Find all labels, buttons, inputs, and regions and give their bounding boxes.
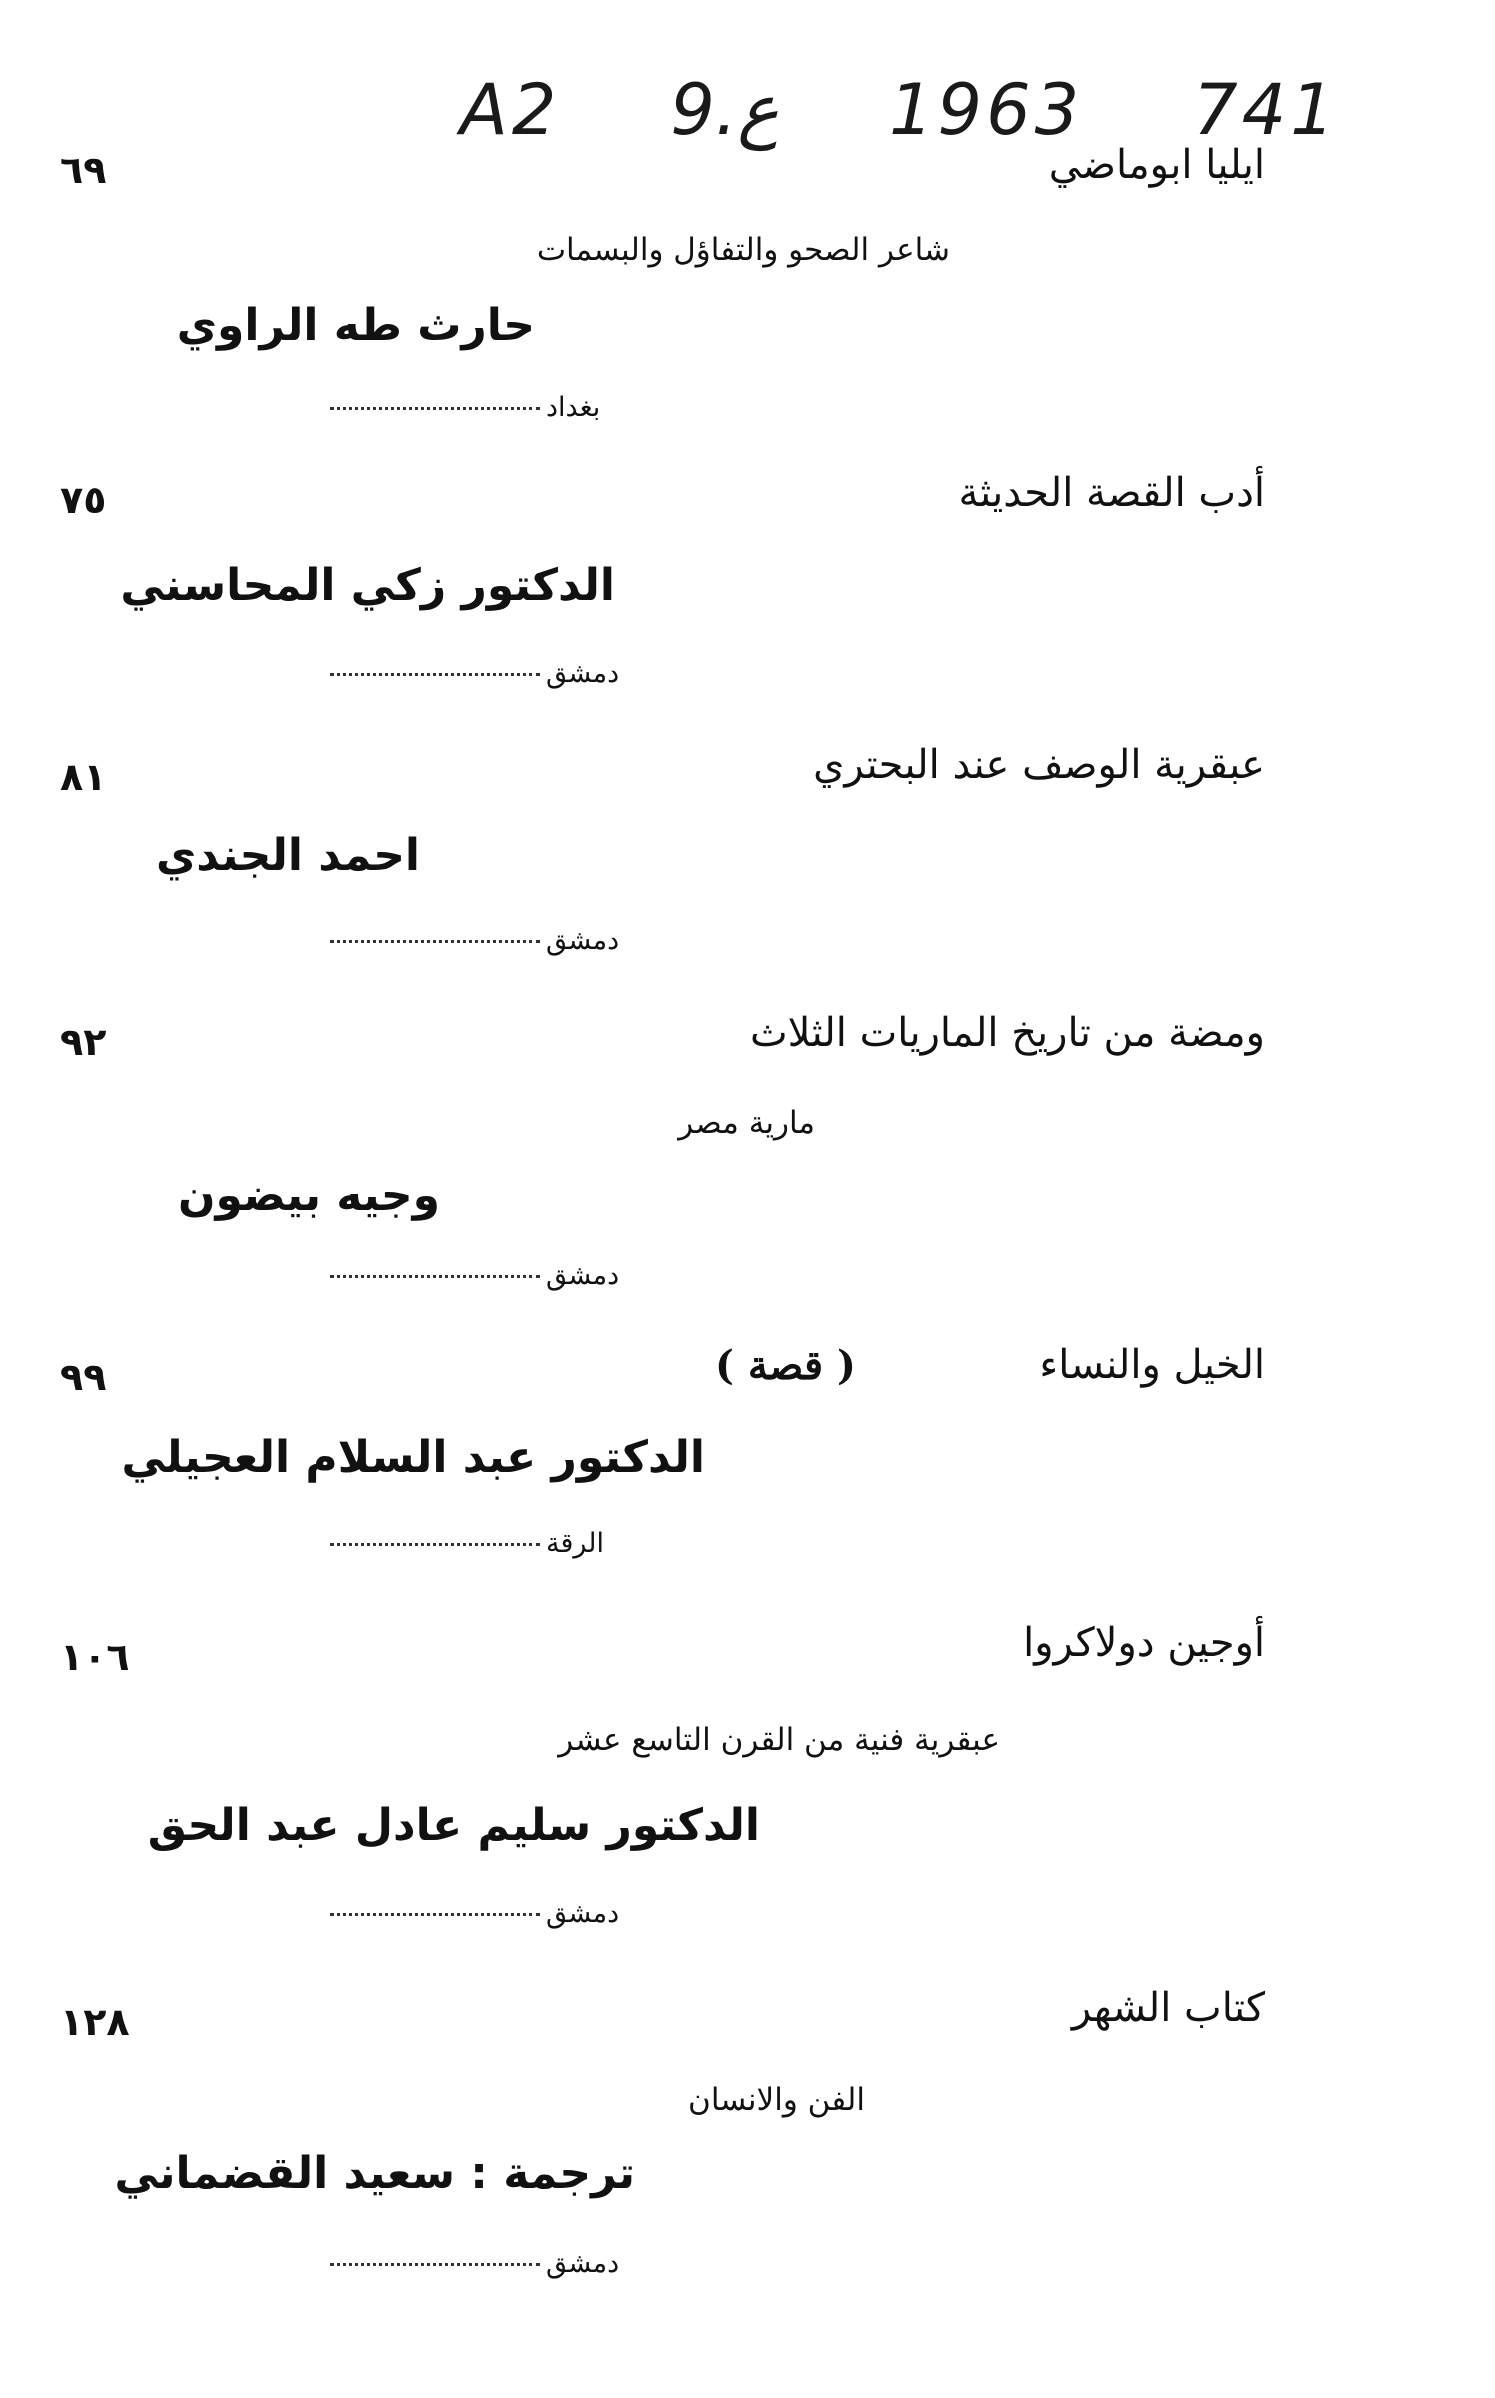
author-place bbox=[330, 925, 619, 956]
dotted-leader bbox=[330, 2263, 540, 2266]
place-name: دمشق bbox=[546, 925, 620, 956]
article-subtitle: شاعر الصحو والتفاؤل والبسمات bbox=[536, 232, 950, 268]
page-number: ٧٥ bbox=[60, 478, 107, 522]
dotted-leader bbox=[330, 1913, 540, 1916]
article-title: أدب القصة الحديثة bbox=[958, 470, 1265, 516]
article-title: كتاب الشهر bbox=[1071, 1985, 1265, 2031]
article-title: أوجين دولاكروا bbox=[1023, 1620, 1265, 1666]
author-name: الدكتور سليم عادل عبد الحق bbox=[147, 1800, 760, 1851]
author-place bbox=[330, 2248, 619, 2279]
page-number: ١٢٨ bbox=[60, 2000, 130, 2044]
place-name: دمشق bbox=[546, 2248, 620, 2279]
author-name: الدكتور عبد السلام العجيلي bbox=[121, 1432, 705, 1483]
catalog-number: 741 bbox=[1193, 69, 1339, 151]
page-number: ٨١ bbox=[60, 755, 107, 799]
article-title: ومضة من تاريخ الماريات الثلاث bbox=[750, 1010, 1265, 1056]
dotted-leader bbox=[330, 673, 540, 676]
place-name: دمشق bbox=[546, 1260, 620, 1291]
author-place bbox=[330, 658, 619, 689]
catalog-volume: 9.ع bbox=[670, 69, 779, 151]
page-number: ٩٩ bbox=[60, 1355, 107, 1399]
catalog-code: A2 bbox=[460, 69, 561, 151]
page-number: ٩٢ bbox=[60, 1020, 107, 1064]
dotted-leader bbox=[330, 1543, 540, 1546]
author-place bbox=[330, 392, 600, 423]
catalog-year: 1963 bbox=[889, 69, 1084, 151]
author-place bbox=[330, 1528, 604, 1559]
author-place bbox=[330, 1260, 619, 1291]
author-name: وجيه بيضون bbox=[177, 1170, 440, 1221]
author-name: حارث طه الراوي bbox=[176, 300, 535, 351]
article-subtitle: عبقرية فنية من القرن التاسع عشر bbox=[558, 1722, 1000, 1758]
place-name: الرقة bbox=[546, 1528, 605, 1559]
author-place bbox=[330, 1898, 619, 1929]
page-number: ٦٩ bbox=[60, 148, 107, 192]
place-name: بغداد bbox=[546, 392, 601, 423]
article-title: الخيل والنساء bbox=[1039, 1342, 1265, 1388]
article-title: عبقرية الوصف عند البحتري bbox=[813, 742, 1265, 788]
place-name: دمشق bbox=[546, 1898, 620, 1929]
dotted-leader bbox=[330, 407, 540, 410]
article-title: ايليا ابوماضي bbox=[1048, 142, 1265, 188]
author-name: ترجمة : سعيد القضماني bbox=[114, 2148, 635, 2199]
handwritten-catalog-number bbox=[460, 55, 1420, 165]
author-name: احمد الجندي bbox=[155, 830, 420, 881]
dotted-leader bbox=[330, 940, 540, 943]
place-name: دمشق bbox=[546, 658, 620, 689]
page-number: ١٠٦ bbox=[60, 1635, 130, 1679]
author-name: الدكتور زكي المحاسني bbox=[120, 560, 615, 611]
article-subtitle: الفن والانسان bbox=[688, 2082, 865, 2118]
dotted-leader bbox=[330, 1275, 540, 1278]
story-label: ( قصة ) bbox=[715, 1342, 856, 1389]
article-subtitle: مارية مصر bbox=[678, 1105, 815, 1141]
